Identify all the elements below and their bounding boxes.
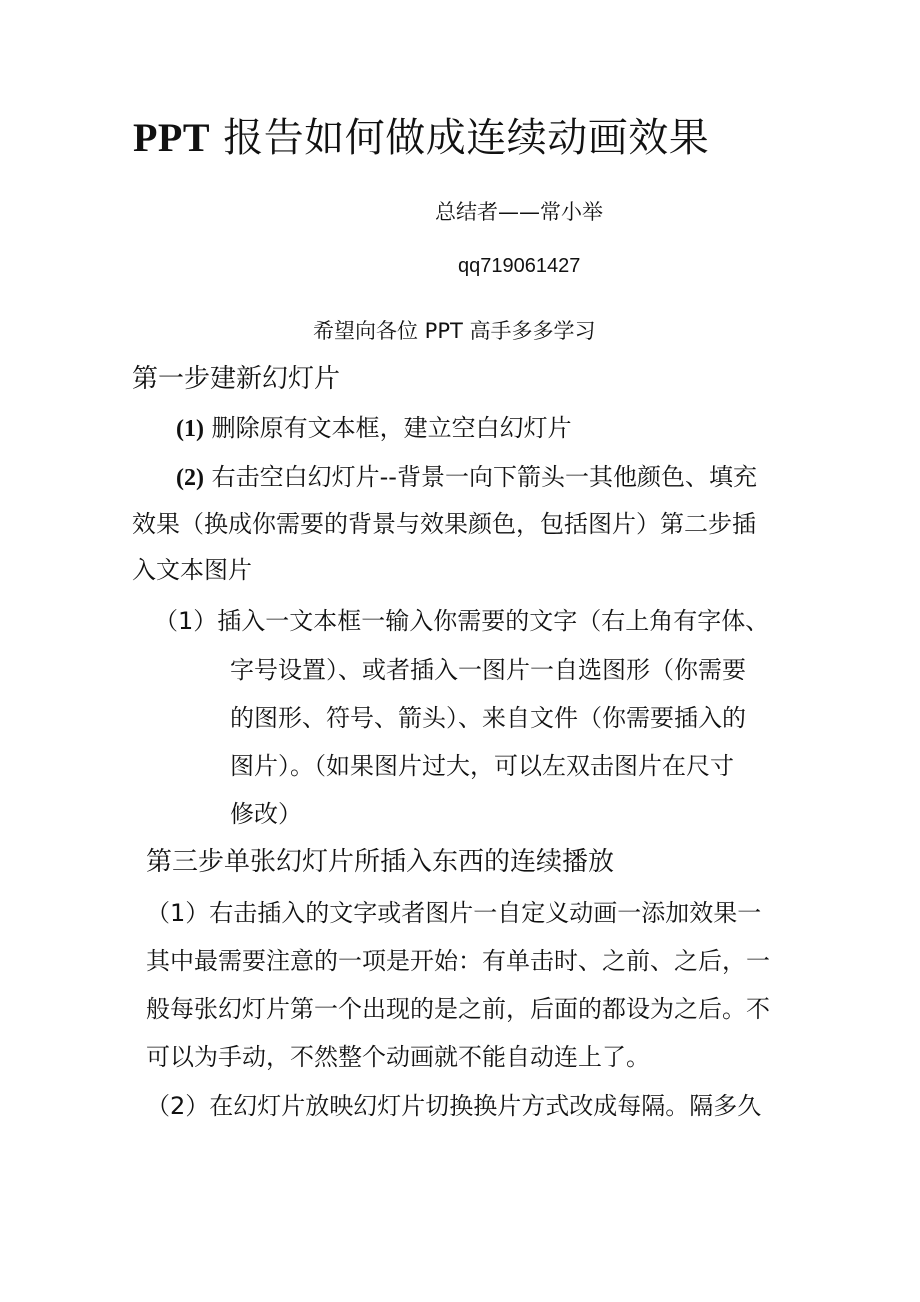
step3-item1-line2: 其中最需要注意的一项是开始：有单击时、之前、之后，一 (146, 947, 770, 975)
author-line: 总结者——常小举 (435, 200, 603, 224)
step3-heading: 第三步单张幻灯片所插入东西的连续播放 (146, 847, 615, 877)
step1-item1 (176, 416, 572, 441)
step1-item2-line2: 效果（换成你需要的背景与效果颜色，包括图片）第二步插 (132, 510, 756, 538)
step3-item2-line1: （2）在幻灯片放映幻灯片切换换片方式改成每隔。隔多久 (146, 1092, 762, 1120)
step2-item1-line3: 的图形、符号、箭头）、来自文件（你需要插入的 (230, 704, 746, 732)
qq-line: qq719061427 (458, 255, 581, 277)
step1-item2-line3: 入文本图片 (132, 556, 252, 584)
step1-item2-number: (2) (176, 465, 204, 491)
step1-item1-text: 删除原有文本框，建立空白幻灯片 (211, 414, 572, 442)
step1-item1-number: (1) (176, 416, 204, 442)
step3-item1-line1: （1）右击插入的文字或者图片一自定义动画一添加效果一 (146, 899, 762, 927)
step2-item1-line1: （1）插入一文本框一输入你需要的文字（右上角有字体、 (154, 607, 770, 635)
step1-item2-line1 (176, 465, 757, 490)
document-title (133, 115, 710, 161)
step3-item1-line4: 可以为手动，不然整个动画就不能自动连上了。 (146, 1043, 650, 1071)
step3-item1-line3: 般每张幻灯片第一个出现的是之前，后面的都设为之后。不 (146, 995, 770, 1023)
step2-item1-line4: 图片）。（如果图片过大，可以左双击图片在尺寸 (230, 752, 734, 780)
step2-item1-line2: 字号设置）、或者插入一图片一自选图形（你需要 (230, 656, 746, 684)
step1-heading: 第一步建新幻灯片 (132, 364, 341, 394)
wish-line: 希望向各位 PPT 高手多多学习 (313, 319, 596, 343)
title-latin: PPT (133, 115, 211, 160)
title-text: 报告如何做成连续动画效果 (223, 115, 710, 161)
step1-item2-text: 右击空白幻灯片--背景一向下箭头一其他颜色、填充 (211, 463, 757, 491)
step2-item1-line5: 修改） (230, 800, 302, 828)
